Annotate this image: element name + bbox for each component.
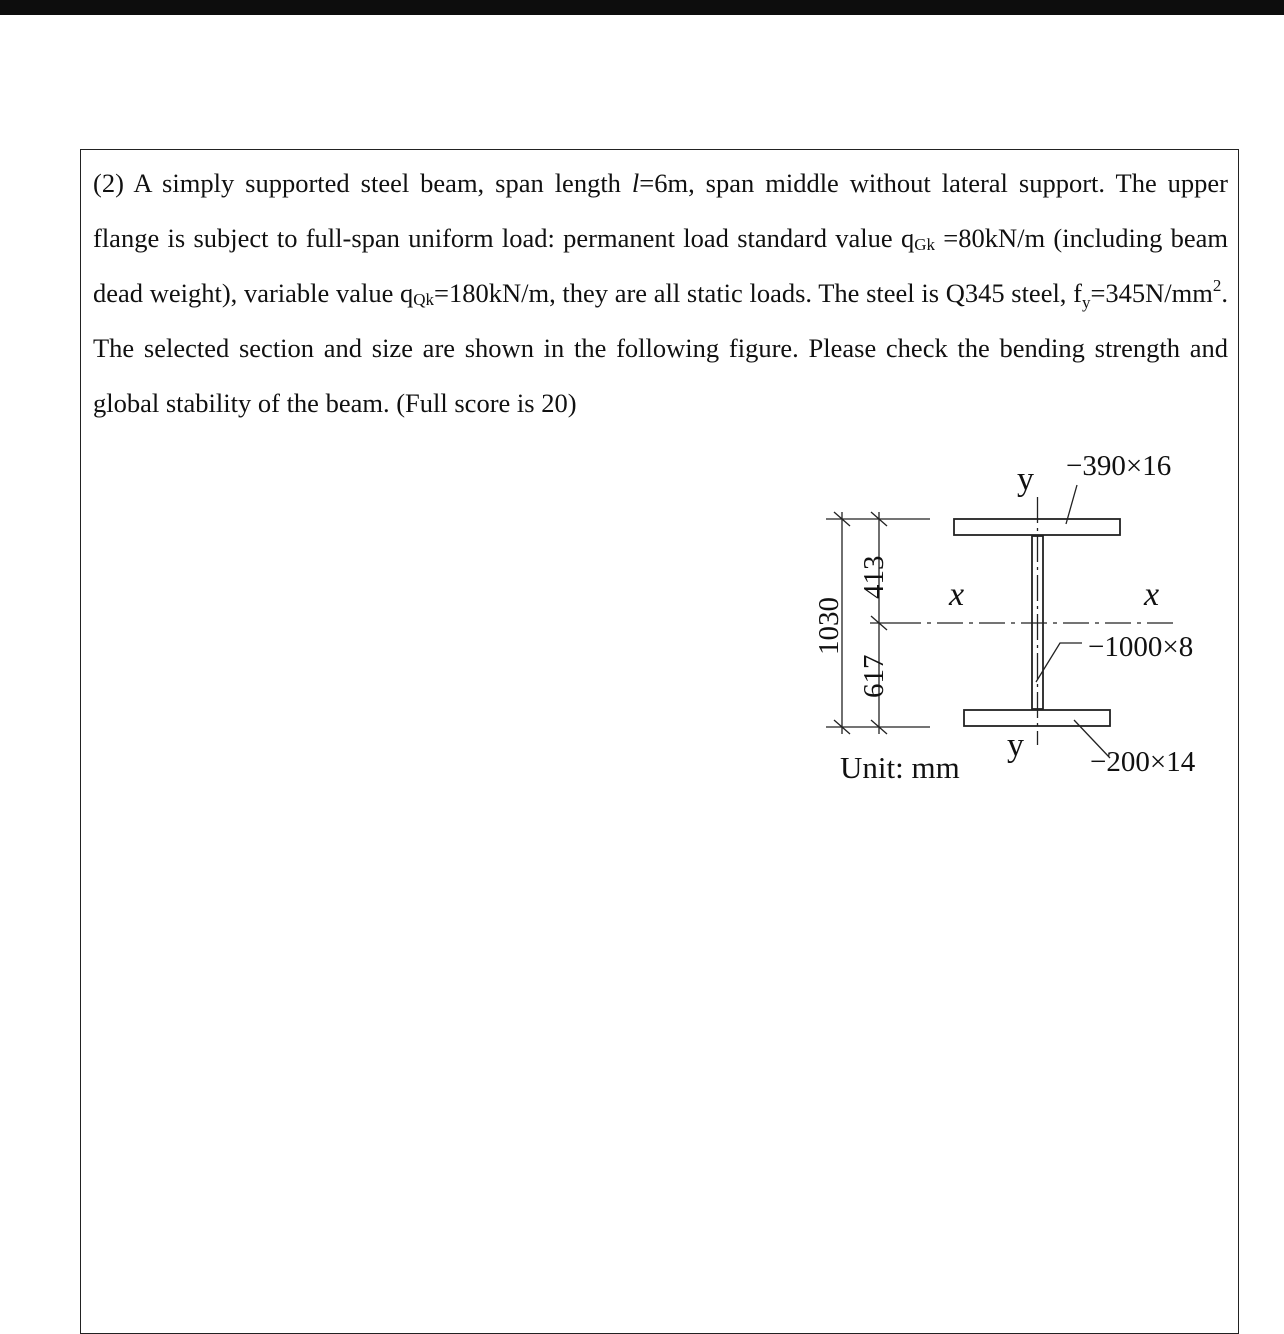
y-axis-label-bottom: y: [1007, 727, 1024, 764]
x-axis-label-left: x: [949, 576, 965, 613]
top-flange-label: −390×16: [1066, 450, 1172, 482]
y-axis-label-top: y: [1017, 461, 1034, 498]
top-bar: [0, 0, 1284, 15]
bottom-flange-label: −200×14: [1090, 746, 1196, 778]
total-height-label: 1030: [813, 597, 845, 655]
unit-label: Unit: mm: [840, 750, 960, 785]
i-beam-section-figure: [800, 440, 1240, 800]
question-number: (2): [93, 168, 124, 198]
upper-part-label: 413: [858, 555, 890, 599]
lower-part-label: 617: [858, 654, 890, 698]
question-text: (2) A simply supported steel beam, span length l=6m, span middle without lateral support. The upper flange is subject to full-span uniform load: permanent load standard value $q_{Gk} =80kN/m$ (including beam dead weight), variable value $q_{Qk}=180kN/m$, they are all static loads. The steel is Q345 steel, $f_y=345N/mm^2$. The selected section and size are shown in the following figure. Please check the bending strength and global stability of the beam. (Full score is 20): [93, 168, 1229, 418]
span-symbol: l: [631, 168, 640, 198]
web-label: −1000×8: [1088, 631, 1194, 663]
x-axis-label-right: x: [1144, 576, 1160, 613]
